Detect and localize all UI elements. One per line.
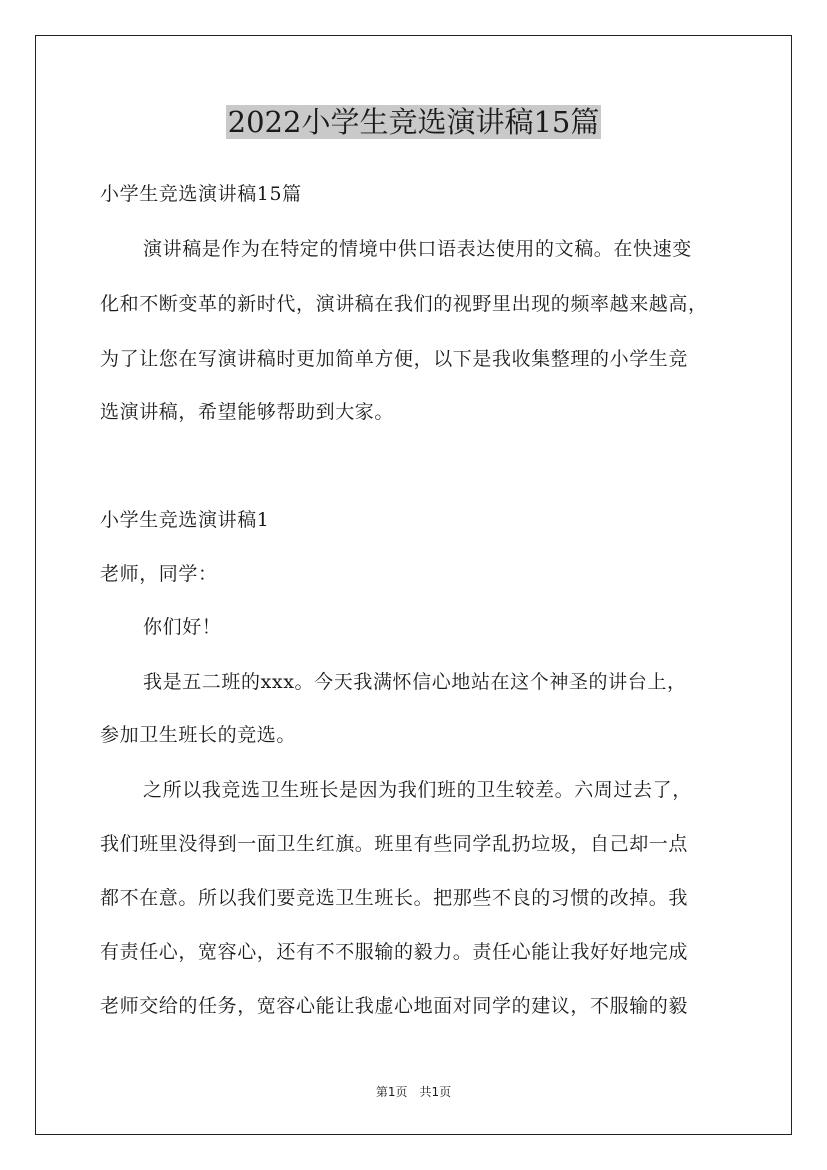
speech-paragraph-line: 我是五二班的xxx。今天我满怀信心地站在这个神圣的讲台上，: [143, 671, 687, 693]
speech-hello: 你们好！: [143, 616, 222, 638]
speech-heading: 小学生竞选演讲稿1: [100, 509, 270, 531]
section-heading: 小学生竞选演讲稿15篇: [100, 183, 302, 205]
intro-paragraph-line: 化和不断变革的新时代，演讲稿在我们的视野里出现的频率越来越高，: [100, 293, 708, 315]
intro-paragraph-line: 演讲稿是作为在特定的情境中供口语表达使用的文稿。在快速变: [143, 238, 692, 260]
speech-paragraph-line: 我们班里没得到一面卫生红旗。班里有些同学乱扔垃圾，自己却一点: [100, 833, 689, 855]
speech-paragraph-line: 都不在意。所以我们要竞选卫生班长。把那些不良的习惯的改掉。我: [100, 887, 689, 909]
speech-paragraph-line: 参加卫生班长的竞选。: [100, 724, 297, 746]
intro-paragraph-line: 选演讲稿，希望能够帮助到大家。: [100, 401, 395, 423]
page-number: 第1页 共1页: [375, 1085, 452, 1099]
speech-paragraph-line: 老师交给的任务，宽容心能让我虚心地面对同学的建议，不服输的毅: [100, 995, 689, 1017]
speech-paragraph-line: 之所以我竞选卫生班长是因为我们班的卫生较差。六周过去了，: [143, 779, 692, 801]
document-title: 2022小学生竞选演讲稿15篇: [227, 105, 600, 139]
intro-paragraph-line: 为了让您在写演讲稿时更加简单方便，以下是我收集整理的小学生竞: [100, 348, 689, 370]
speech-greeting: 老师，同学：: [100, 563, 218, 585]
speech-paragraph-line: 有责任心，宽容心，还有不不服输的毅力。责任心能让我好好地完成: [100, 941, 689, 963]
